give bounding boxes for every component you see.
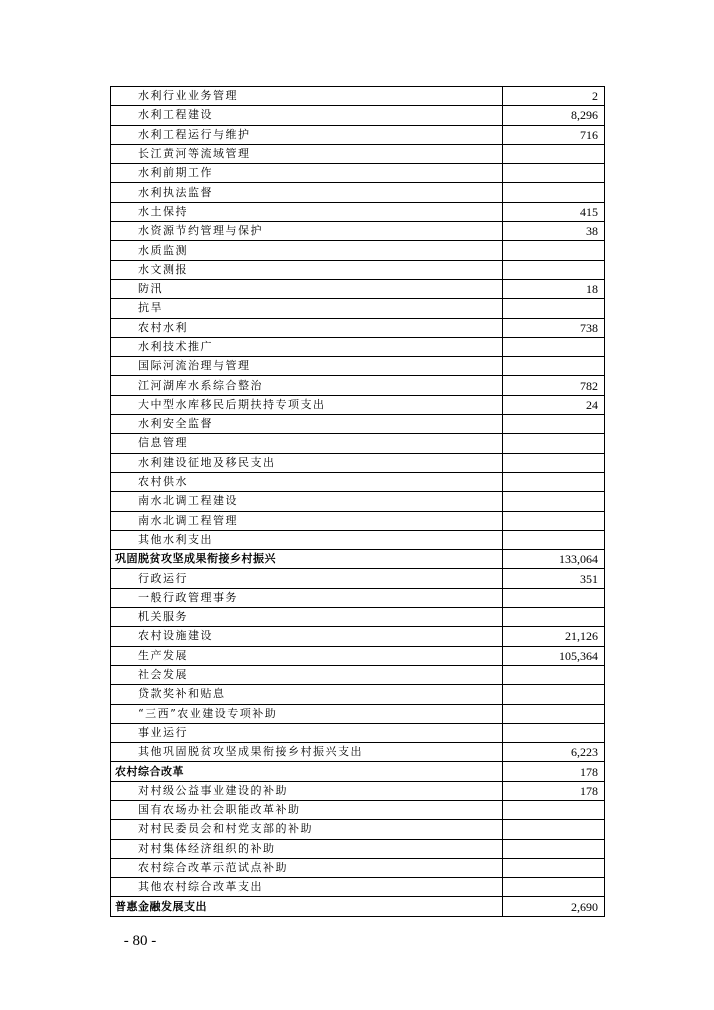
table-row bbox=[111, 299, 605, 318]
row-amount bbox=[503, 415, 605, 434]
table-row bbox=[111, 395, 605, 414]
row-amount: 415 bbox=[503, 202, 605, 221]
table-row bbox=[111, 627, 605, 646]
row-item-name: 其他农村综合改革支出 bbox=[111, 878, 503, 897]
category-row bbox=[111, 762, 605, 781]
row-amount: 2,690 bbox=[503, 897, 605, 916]
row-item-name: 农村供水 bbox=[111, 472, 503, 491]
row-item-name: 国际河流治理与管理 bbox=[111, 357, 503, 376]
row-item-name: 农村水利 bbox=[111, 318, 503, 337]
row-item-name: 南水北调工程管理 bbox=[111, 511, 503, 530]
row-amount bbox=[503, 878, 605, 897]
row-item-name: 水土保持 bbox=[111, 202, 503, 221]
row-item-name: 抗旱 bbox=[111, 299, 503, 318]
table-row bbox=[111, 492, 605, 511]
row-amount bbox=[503, 665, 605, 684]
table-row bbox=[111, 530, 605, 549]
table-row bbox=[111, 357, 605, 376]
row-item-name: 国有农场办社会职能改革补助 bbox=[111, 800, 503, 819]
table-row bbox=[111, 164, 605, 183]
table-row bbox=[111, 106, 605, 125]
row-item-name: 水利技术推广 bbox=[111, 337, 503, 356]
row-amount bbox=[503, 608, 605, 627]
row-amount: 38 bbox=[503, 222, 605, 241]
table-row bbox=[111, 415, 605, 434]
row-item-name: 贷款奖补和贴息 bbox=[111, 685, 503, 704]
table-row bbox=[111, 434, 605, 453]
row-amount: 178 bbox=[503, 762, 605, 781]
row-item-name: 信息管理 bbox=[111, 434, 503, 453]
row-item-name: 社会发展 bbox=[111, 665, 503, 684]
row-item-name: 普惠金融发展支出 bbox=[111, 897, 503, 916]
row-item-name: 水利执法监督 bbox=[111, 183, 503, 202]
table-row bbox=[111, 685, 605, 704]
table-row bbox=[111, 144, 605, 163]
row-amount bbox=[503, 511, 605, 530]
table-row bbox=[111, 241, 605, 260]
row-amount bbox=[503, 260, 605, 279]
row-amount bbox=[503, 704, 605, 723]
row-item-name: 巩固脱贫攻坚成果衔接乡村振兴 bbox=[111, 550, 503, 569]
row-item-name: 农村综合改革示范试点补助 bbox=[111, 858, 503, 877]
row-item-name: 行政运行 bbox=[111, 569, 503, 588]
category-row bbox=[111, 897, 605, 916]
row-item-name: 南水北调工程建设 bbox=[111, 492, 503, 511]
table-row bbox=[111, 511, 605, 530]
row-amount bbox=[503, 434, 605, 453]
row-amount bbox=[503, 723, 605, 742]
row-amount: 105,364 bbox=[503, 646, 605, 665]
table-row bbox=[111, 839, 605, 858]
table-row bbox=[111, 453, 605, 472]
row-item-name: 水利工程运行与维护 bbox=[111, 125, 503, 144]
row-item-name: 水利行业业务管理 bbox=[111, 87, 503, 106]
table-row bbox=[111, 87, 605, 106]
table-row bbox=[111, 800, 605, 819]
table-row bbox=[111, 858, 605, 877]
row-amount bbox=[503, 183, 605, 202]
table-row bbox=[111, 318, 605, 337]
table-row bbox=[111, 222, 605, 241]
row-amount bbox=[503, 337, 605, 356]
row-amount: 351 bbox=[503, 569, 605, 588]
row-amount: 2 bbox=[503, 87, 605, 106]
table-row bbox=[111, 260, 605, 279]
table-row bbox=[111, 125, 605, 144]
table-row bbox=[111, 820, 605, 839]
row-amount bbox=[503, 164, 605, 183]
row-amount bbox=[503, 357, 605, 376]
table-row bbox=[111, 665, 605, 684]
row-item-name: “三西”农业建设专项补助 bbox=[111, 704, 503, 723]
row-item-name: 其他巩固脱贫攻坚成果衔接乡村振兴支出 bbox=[111, 743, 503, 762]
row-amount bbox=[503, 839, 605, 858]
row-amount: 738 bbox=[503, 318, 605, 337]
row-item-name: 防汛 bbox=[111, 279, 503, 298]
row-item-name: 江河湖库水系综合整治 bbox=[111, 376, 503, 395]
row-item-name: 水利工程建设 bbox=[111, 106, 503, 125]
row-amount bbox=[503, 530, 605, 549]
row-amount bbox=[503, 492, 605, 511]
row-amount: 178 bbox=[503, 781, 605, 800]
row-item-name: 生产发展 bbox=[111, 646, 503, 665]
table-row bbox=[111, 878, 605, 897]
row-amount bbox=[503, 800, 605, 819]
row-amount: 716 bbox=[503, 125, 605, 144]
row-amount bbox=[503, 858, 605, 877]
row-amount: 6,223 bbox=[503, 743, 605, 762]
table-row bbox=[111, 376, 605, 395]
row-amount bbox=[503, 144, 605, 163]
row-item-name: 农村设施建设 bbox=[111, 627, 503, 646]
row-amount: 21,126 bbox=[503, 627, 605, 646]
table-row bbox=[111, 704, 605, 723]
row-amount: 18 bbox=[503, 279, 605, 298]
row-item-name: 其他水利支出 bbox=[111, 530, 503, 549]
table-row bbox=[111, 723, 605, 742]
page-number: - 80 - bbox=[123, 933, 157, 949]
row-amount bbox=[503, 472, 605, 491]
category-row bbox=[111, 550, 605, 569]
table-row bbox=[111, 588, 605, 607]
table-row bbox=[111, 569, 605, 588]
row-amount bbox=[503, 299, 605, 318]
budget-table bbox=[110, 86, 605, 917]
row-amount bbox=[503, 685, 605, 704]
row-item-name: 水资源节约管理与保护 bbox=[111, 222, 503, 241]
row-item-name: 水文测报 bbox=[111, 260, 503, 279]
row-amount bbox=[503, 820, 605, 839]
row-item-name: 对村级公益事业建设的补助 bbox=[111, 781, 503, 800]
table-row bbox=[111, 608, 605, 627]
row-amount bbox=[503, 453, 605, 472]
row-item-name: 水利前期工作 bbox=[111, 164, 503, 183]
row-item-name: 机关服务 bbox=[111, 608, 503, 627]
row-item-name: 长江黄河等流域管理 bbox=[111, 144, 503, 163]
table-row bbox=[111, 183, 605, 202]
row-item-name: 农村综合改革 bbox=[111, 762, 503, 781]
table-row bbox=[111, 781, 605, 800]
row-item-name: 水质监测 bbox=[111, 241, 503, 260]
row-item-name: 大中型水库移民后期扶持专项支出 bbox=[111, 395, 503, 414]
row-item-name: 水利安全监督 bbox=[111, 415, 503, 434]
table-row bbox=[111, 202, 605, 221]
row-item-name: 事业运行 bbox=[111, 723, 503, 742]
table-row bbox=[111, 337, 605, 356]
row-amount bbox=[503, 241, 605, 260]
row-item-name: 一般行政管理事务 bbox=[111, 588, 503, 607]
row-item-name: 水利建设征地及移民支出 bbox=[111, 453, 503, 472]
row-amount: 24 bbox=[503, 395, 605, 414]
row-amount bbox=[503, 588, 605, 607]
row-amount: 8,296 bbox=[503, 106, 605, 125]
row-amount: 782 bbox=[503, 376, 605, 395]
table-row bbox=[111, 743, 605, 762]
table-row bbox=[111, 472, 605, 491]
table-body bbox=[111, 87, 605, 917]
row-amount: 133,064 bbox=[503, 550, 605, 569]
row-item-name: 对村集体经济组织的补助 bbox=[111, 839, 503, 858]
row-item-name: 对村民委员会和村党支部的补助 bbox=[111, 820, 503, 839]
table-row bbox=[111, 646, 605, 665]
table-row bbox=[111, 279, 605, 298]
